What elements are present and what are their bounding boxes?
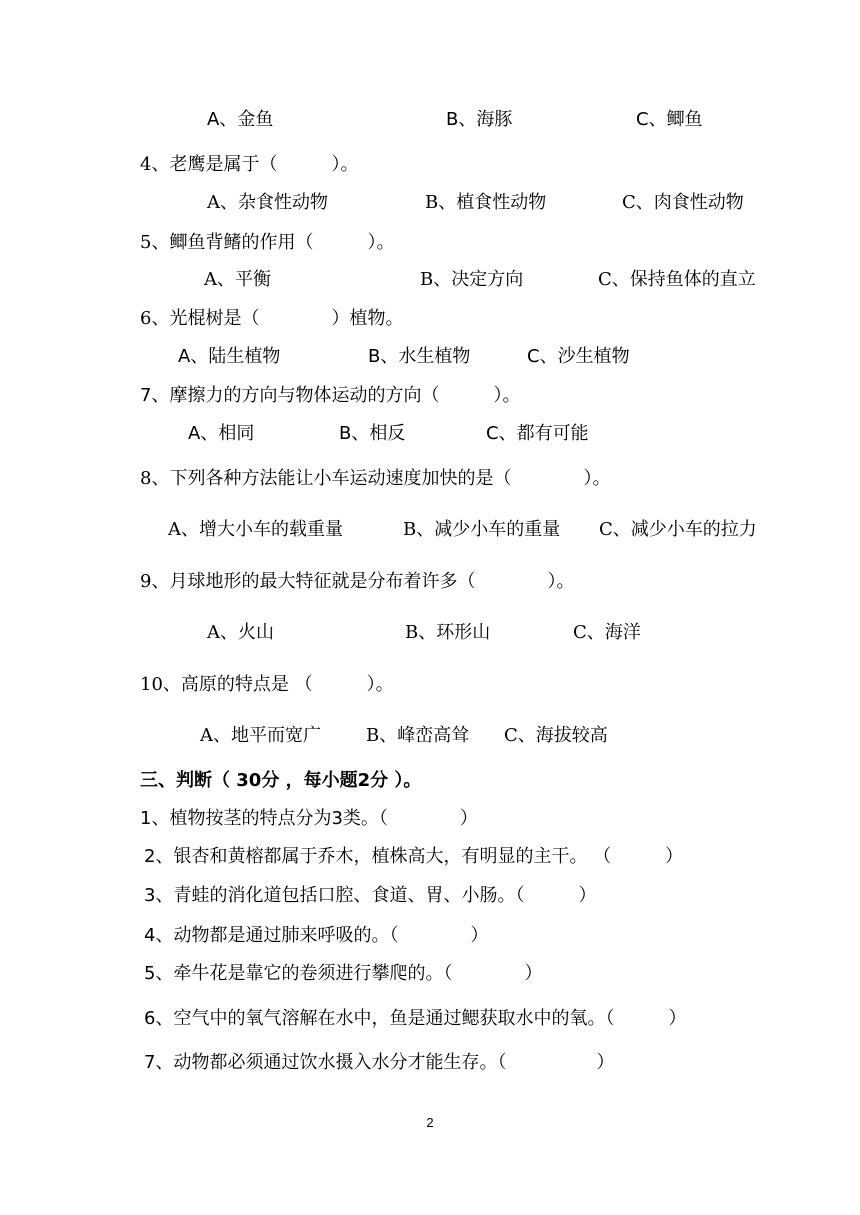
q6-option-c: C、沙生植物 [527,346,630,367]
q10-stem: 10、高原的特点是 （ ）。 [140,674,394,695]
q10-option-c: C、海拔较高 [504,725,608,746]
q4-option-a: A、杂食性动物 [207,192,328,213]
q4-option-c: C、肉食性动物 [622,192,744,213]
q3-option-a: A、金鱼 [207,109,274,130]
judgment-item-3: 3、青蛙的消化道包括口腔、食道、胃、小肠。（ ） [144,885,597,906]
q5-option-b: B、决定方向 [420,269,524,290]
q4-stem: 4、老鹰是属于（ ）。 [140,154,359,175]
q8-stem: 8、下列各种方法能让小车运动速度加快的是（ ）。 [140,468,611,489]
q9-option-c: C、海洋 [573,622,641,643]
page-number: 2 [426,1115,434,1130]
q7-option-b: B、相反 [339,423,406,444]
judgment-item-2: 2、银杏和黄榕都属于乔木，植株高大，有明显的主干。 （ ） [144,846,684,867]
q7-option-c: C、都有可能 [486,423,589,444]
q6-option-b: B、水生植物 [368,346,471,367]
judgment-item-1: 1、植物按茎的特点分为3类。（ ） [140,808,478,829]
judgment-item-6: 6、空气中的氧气溶解在水中，鱼是通过鳃获取水中的氧。（ ） [144,1008,687,1029]
q9-option-a: A、火山 [207,622,274,643]
judgment-item-7: 7、动物都必须通过饮水摄入水分才能生存。（ ） [144,1052,615,1073]
q3-option-c: C、鲫鱼 [636,109,703,130]
q6-option-a: A、陆生植物 [178,346,281,367]
q7-stem: 7、摩擦力的方向与物体运动的方向（ ）。 [140,385,521,406]
q6-stem: 6、光棍树是（ ）植物。 [140,308,404,329]
q4-option-b: B、植食性动物 [425,192,547,213]
q10-option-a: A、地平而宽广 [200,725,321,746]
section-heading: 三、判断（ 30分 ，每小题2分 ）。 [140,770,422,791]
judgment-item-5: 5、牵牛花是靠它的卷须进行攀爬的。（ ） [144,963,543,984]
q10-option-b: B、峰峦高耸 [366,725,470,746]
q5-stem: 5、鲫鱼背鳍的作用（ ）。 [140,232,395,253]
q5-option-c: C、保持鱼体的直立 [598,269,756,290]
q3-option-b: B、海豚 [446,109,513,130]
q9-stem: 9、月球地形的最大特征就是分布着许多（ ）。 [140,571,575,592]
q7-option-a: A、相同 [188,423,255,444]
q5-option-a: A、平衡 [204,269,271,290]
q8-option-b: B、减少小车的重量 [403,519,561,540]
q8-option-c: C、减少小车的拉力 [599,519,757,540]
q9-option-b: B、环形山 [405,622,491,643]
q8-option-a: A、增大小车的载重量 [168,519,343,540]
judgment-item-4: 4、动物都是通过肺来呼吸的。（ ） [144,925,489,946]
